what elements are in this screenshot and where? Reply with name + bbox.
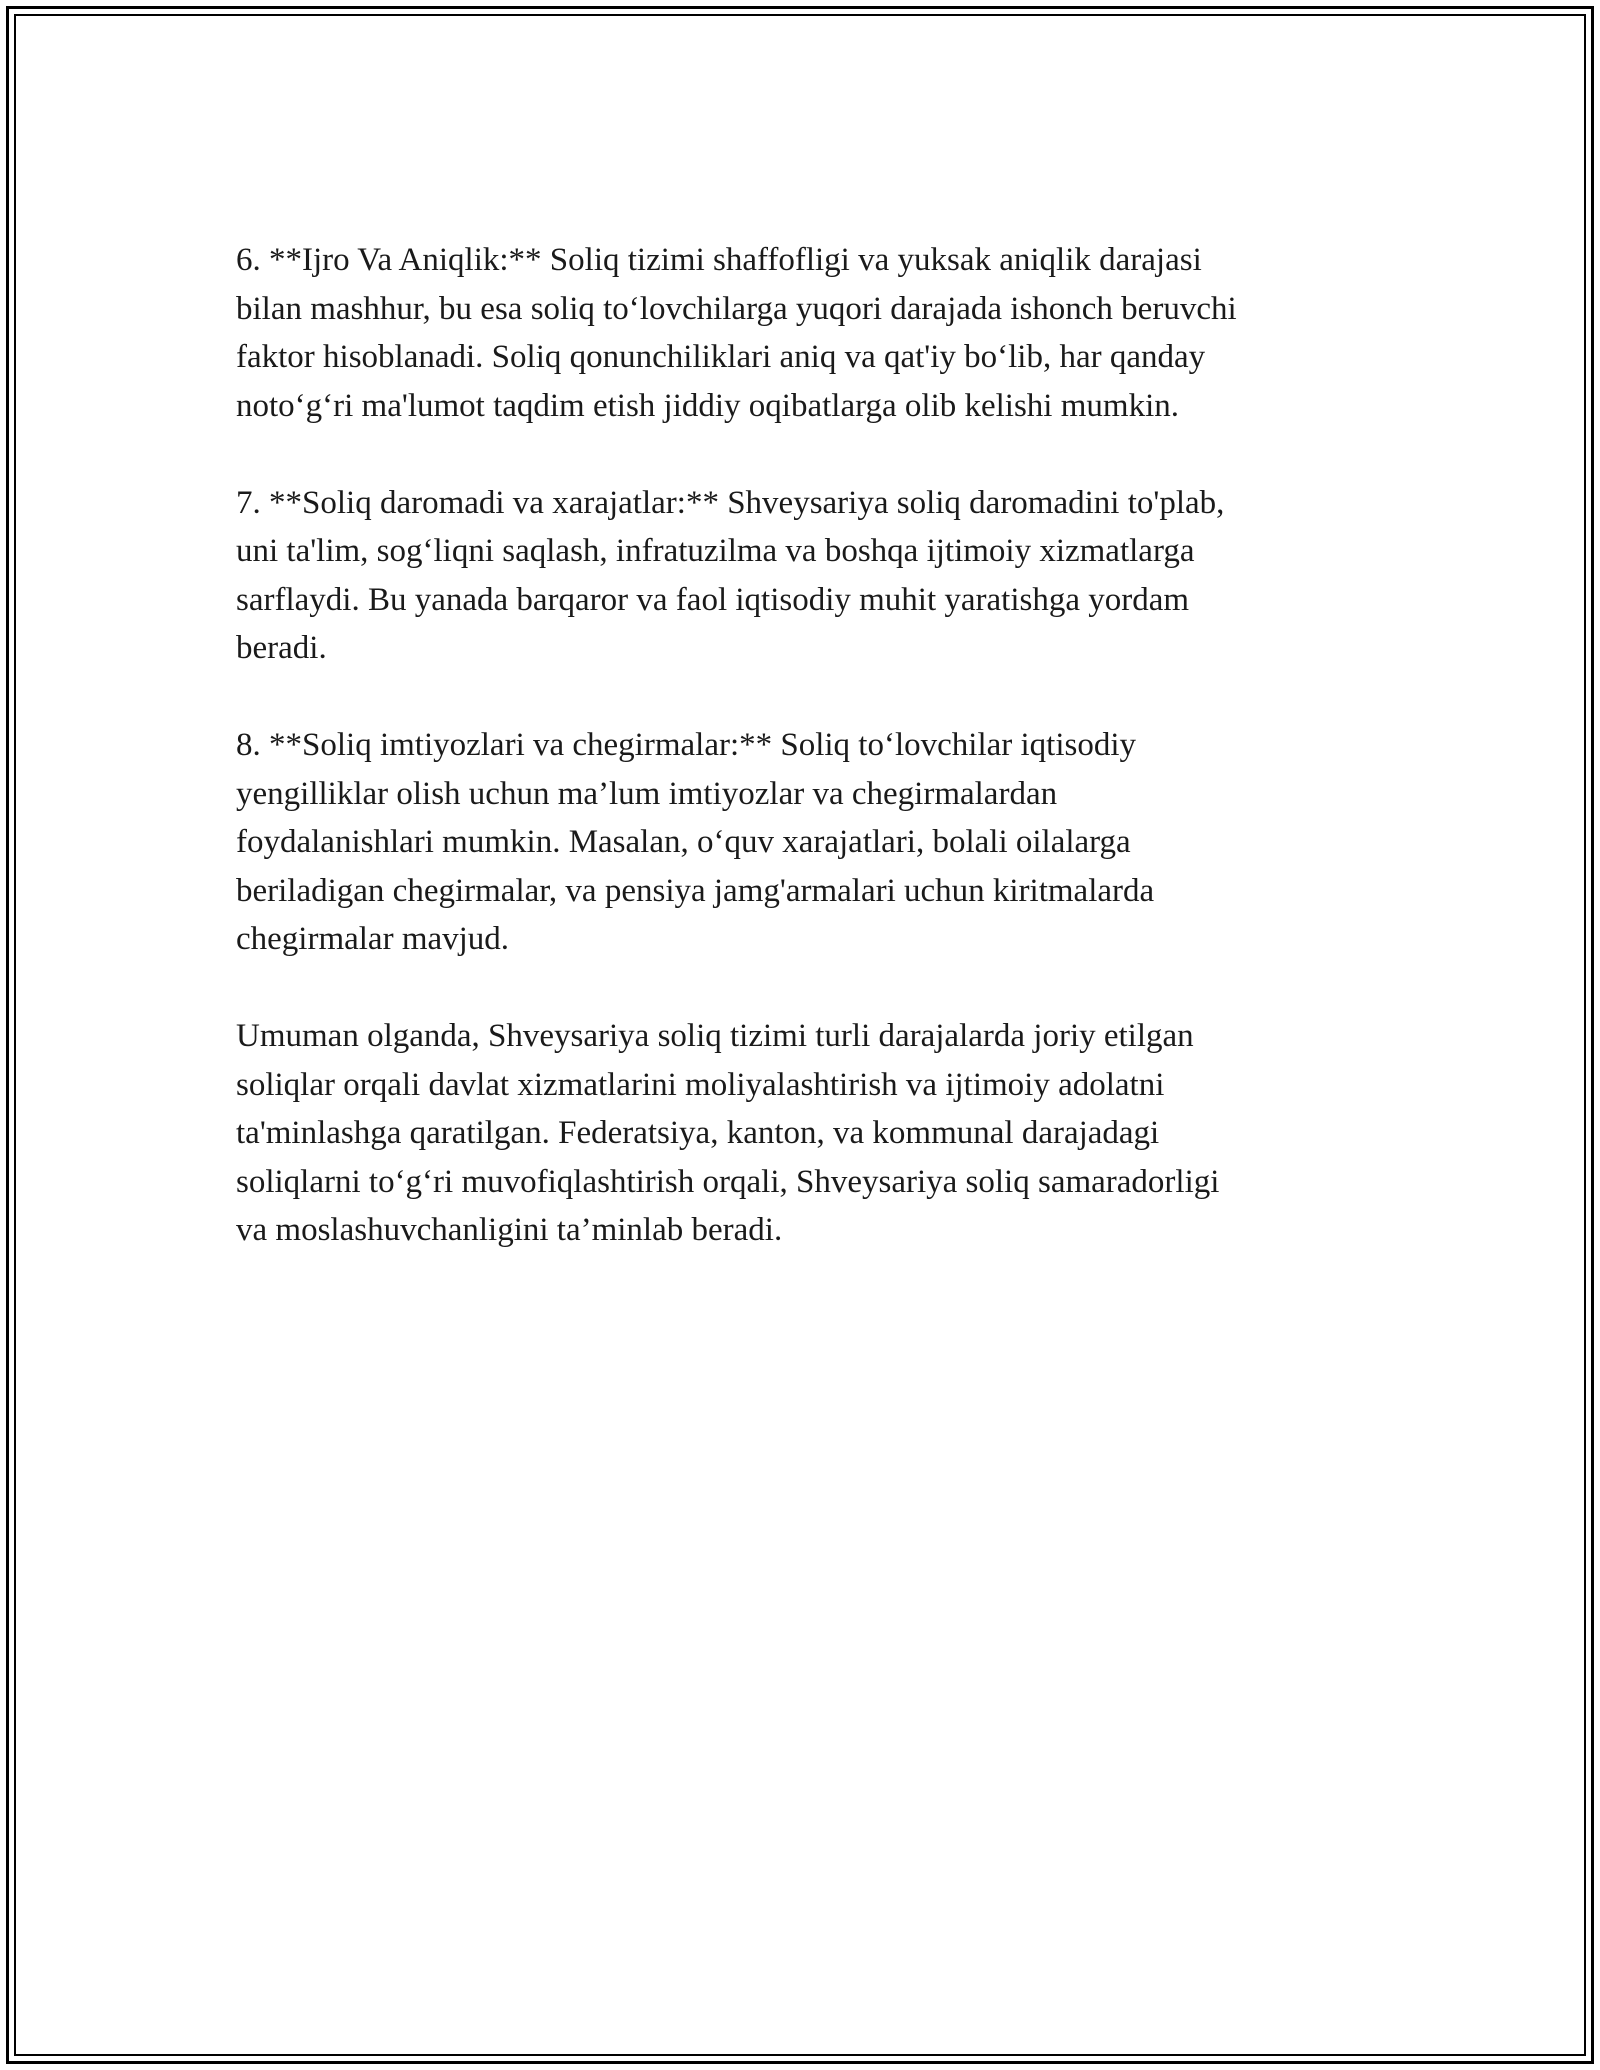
text-line: noto‘g‘ri ma'lumot taqdim etish jiddiy oqibatlarga olib kelishi mumkin. [236,387,1179,424]
text-line: soliqlarni to‘g‘ri muvofiqlashtirish orqali, Shveysariya soliq samaradorligi [236,1163,1220,1200]
text-line: 7. **Soliq daromadi va xarajatlar:** Shveysariya soliq daromadini to'plab, [236,484,1225,521]
text-line: soliqlar orqali davlat xizmatlarini moliyalashtirish va ijtimoiy adolatni [236,1066,1165,1103]
text-line: beradi. [236,630,327,666]
text-line: faktor hisoblanadi. Soliq qonunchiliklari aniq va qat'iy bo‘lib, har qanday [236,339,1206,375]
paragraph-6-ijro-va-aniqlik [236,236,1356,430]
text-line: 6. **Ijro Va Aniqlik:** Soliq tizimi shaffofligi va yuksak aniqlik darajasi [236,242,1202,278]
text-line: uni ta'lim, sog‘liqni saqlash, infratuzilma va boshqa ijtimoiy xizmatlarga [236,533,1195,569]
text-line: va moslashuvchanligini ta’minlab beradi. [236,1212,783,1248]
text-line: bilan mashhur, bu esa soliq to‘lovchilarga yuqori darajada ishonch beruvchi [236,290,1237,327]
text-line: ta'minlashga qaratilgan. Federatsiya, kanton, va kommunal darajadagi [236,1115,1160,1151]
text-line: foydalanishlari mumkin. Masalan, o‘quv xarajatlari, bolali oilalarga [236,824,1131,860]
paragraph-conclusion [236,1012,1356,1255]
paragraph-7-soliq-daromadi [236,479,1356,673]
text-line: beriladigan chegirmalar, va pensiya jamg'armalari uchun kiritmalarda [236,872,1155,909]
text-line: yengilliklar olish uchun ma’lum imtiyozlar va chegirmalardan [236,775,1058,812]
document-body [236,236,1356,1303]
text-line: sarflaydi. Bu yanada barqaror va faol iqtisodiy muhit yaratishga yordam [236,581,1190,618]
paragraph-8-soliq-imtiyozlari [236,721,1356,964]
text-line: 8. **Soliq imtiyozlari va chegirmalar:** Soliq to‘lovchilar iqtisodiy [236,727,1137,763]
text-line: Umuman olganda, Shveysariya soliq tizimi turli darajalarda joriy etilgan [236,1018,1194,1054]
text-line: chegirmalar mavjud. [236,921,510,957]
